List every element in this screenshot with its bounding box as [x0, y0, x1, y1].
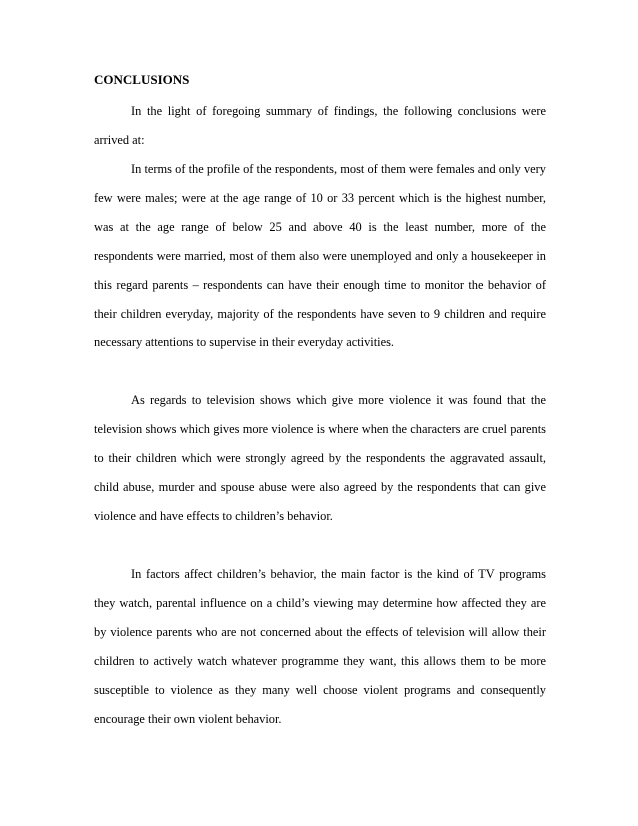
section-heading: CONCLUSIONS: [94, 72, 190, 87]
paragraph-intro: In the light of foregoing summary of findings, the following conclusions were arrived at:: [94, 104, 546, 147]
paragraph-television-shows: As regards to television shows which give more violence it was found that the television shows which gives more violence is where when the characters are cruel parents to their children which were strongly agreed by the respondents the aggravated assault, child abuse, murder and spouse abuse were also agreed by the respondents that can give violence and have effects to children’s behavior.: [94, 393, 546, 523]
paragraph-profile: In terms of the profile of the respondents, most of them were females and only very few were males; were at the age range of 10 or 33 percent which is the highest number, was at the age range of below 25 and above 40 is the least number, more of the respondents were married, most of them also were unemployed and only a housekeeper in this regard parents – respondents can have their enough time to monitor the behavior of their children everyday, majority of the respondents have seven to 9 children and require necessary attentions to supervise in their everyday activities.: [94, 162, 546, 350]
paragraph-factors: In factors affect children’s behavior, the main factor is the kind of TV programs they watch, parental influence on a child’s viewing may determine how affected they are by violence parents who are not concerned about the effects of television will allow their children to actively watch whatever programme they want, this allows them to be more susceptible to violence as they many well choose violent programs and consequently encourage their own violent behavior.: [94, 567, 546, 726]
